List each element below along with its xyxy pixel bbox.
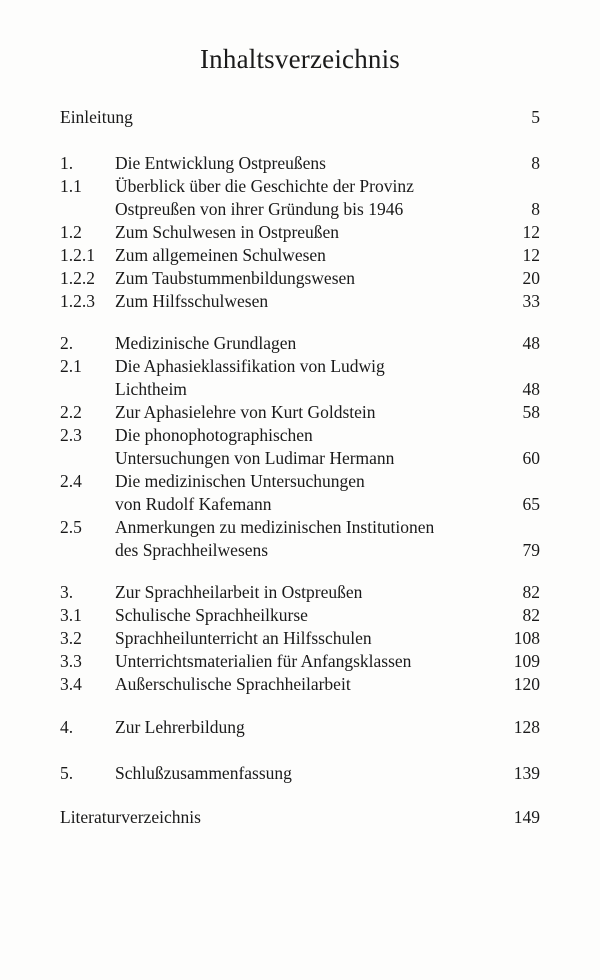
entry-text: Schlußzusammenfassung [115,763,292,783]
entry-page: 82 [522,582,540,602]
entry-number: 3.4 [60,674,82,694]
entry-text: Untersuchungen von Ludimar Hermann [115,448,395,468]
entry-text: Lichtheim [115,379,187,399]
toc-entry [60,106,540,128]
entry-page: 8 [531,199,540,219]
entry-text: Außerschulische Sprachheilarbeit [115,674,351,694]
entry-page: 139 [513,763,540,783]
entry-text: des Sprachheilwesens [115,540,269,560]
toc-entry [60,378,540,400]
toc-entry [60,244,540,266]
toc-entry [60,516,540,538]
toc-entry [60,493,540,515]
toc-entry [60,152,540,174]
entry-text: Unterrichtsmaterialien für Anfangsklassen [115,651,412,671]
entry-page: 82 [522,605,540,625]
toc-entry [60,267,540,289]
entry-number: 3.3 [60,651,82,671]
entry-page: 12 [522,222,540,242]
entry-number: 5. [60,763,74,783]
entry-number: 2.2 [60,402,82,422]
entry-page: 8 [531,153,540,173]
entry-number: 4. [60,717,74,737]
entry-text: Zur Aphasielehre von Kurt Goldstein [115,402,376,422]
entry-page: 58 [522,402,540,422]
entry-number: 3.1 [60,605,82,625]
toc-entry [60,806,540,828]
entry-page: 48 [522,379,540,399]
entry-page: 12 [522,245,540,265]
entry-text: Medizinische Grundlagen [115,333,297,353]
entry-text: von Rudolf Kafemann [115,494,272,514]
toc-entry [60,539,540,561]
entry-number: 1.2.2 [60,268,95,288]
toc-entry [60,332,540,354]
toc-entry [60,627,540,649]
toc-entry [60,447,540,469]
entry-text: Zum Hilfsschulwesen [115,291,269,311]
entry-number: 1.2 [60,222,82,242]
entry-text: Zur Sprachheilarbeit in Ostpreußen [115,582,363,602]
entry-text: Anmerkungen zu medizinischen Institutionen [115,517,435,537]
entry-text: Die phonophotographischen [115,425,313,445]
entry-number: 2.5 [60,517,82,537]
entry-page: 128 [513,717,540,737]
entry-text: Zum allgemeinen Schulwesen [115,245,326,265]
entry-number: 3.2 [60,628,82,648]
entry-number: 2. [60,333,74,353]
entry-text: Literaturverzeichnis [60,807,201,827]
entry-text: Die Entwicklung Ostpreußens [115,153,326,173]
entry-page: 109 [513,651,540,671]
entry-page: 65 [522,494,540,514]
entry-page: 79 [522,540,540,560]
toc-entry [60,604,540,626]
entry-number: 2.3 [60,425,82,445]
entry-number: 3. [60,582,74,602]
page-title: Inhaltsverzeichnis [199,44,401,74]
toc-entry [60,762,540,784]
entry-text: Schulische Sprachheilkurse [115,605,308,625]
toc-entry [60,673,540,695]
entry-page: 60 [522,448,540,468]
entry-number: 1.2.1 [60,245,95,265]
toc-entry [60,175,540,197]
entry-text: Die medizinischen Untersuchungen [115,471,365,491]
entry-number: 1.2.3 [60,291,95,311]
entry-page: 108 [513,628,540,648]
toc-entry [60,290,540,312]
toc-entry [60,581,540,603]
entry-text: Die Aphasieklassifikation von Ludwig [115,356,385,376]
toc-entry [60,355,540,377]
entry-text: Sprachheilunterricht an Hilfsschulen [115,628,372,648]
toc-entry [60,198,540,220]
entry-text: Ostpreußen von ihrer Gründung bis 1946 [115,199,404,219]
toc-entry [60,424,540,446]
entry-number: 1.1 [60,176,82,196]
entry-page: 149 [513,807,540,827]
entry-text: Überblick über die Geschichte der Provinz [115,176,414,196]
entry-page: 120 [513,674,540,694]
entry-text: Zur Lehrerbildung [115,717,245,737]
entry-page: 5 [531,107,540,127]
entry-page: 33 [522,291,540,311]
entry-text: Zum Schulwesen in Ostpreußen [115,222,340,242]
entry-text: Zum Taubstummenbildungswesen [115,268,356,288]
entry-text: Einleitung [60,107,133,127]
entry-page: 20 [522,268,540,288]
entry-page: 48 [522,333,540,353]
entry-number: 1. [60,153,74,173]
entry-number: 2.4 [60,471,82,491]
toc-entry [60,716,540,738]
toc-entry [60,221,540,243]
toc-entry [60,650,540,672]
toc-entry [60,470,540,492]
entry-number: 2.1 [60,356,82,376]
toc-entry [60,401,540,423]
